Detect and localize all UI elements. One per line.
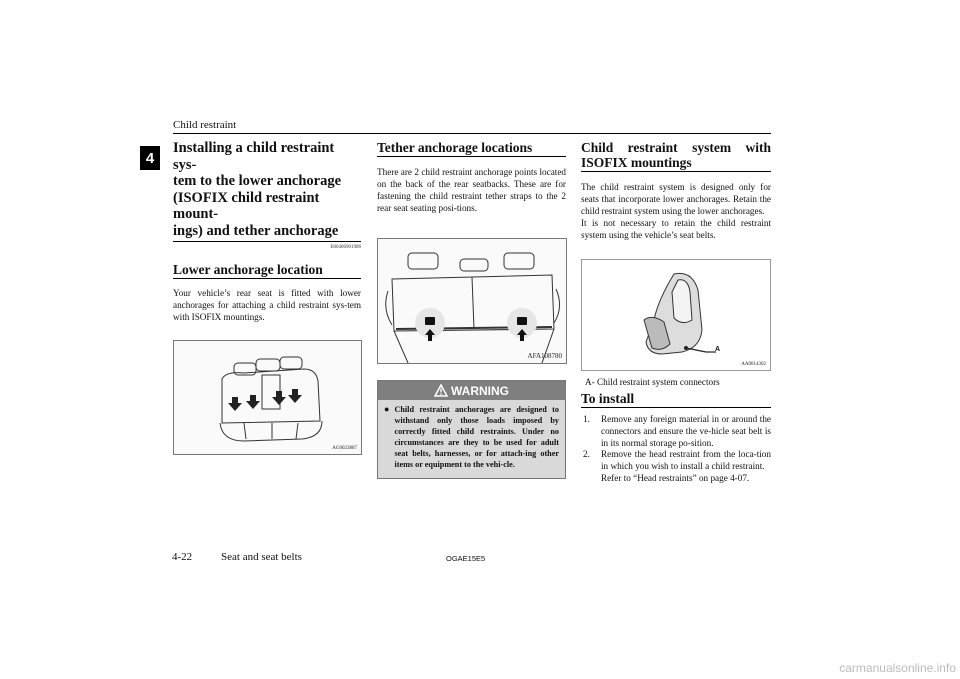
heading-tether-anchorage: Tether anchorage locations [377, 140, 566, 157]
header-rule [173, 133, 771, 134]
footer-code: OGAE15E5 [446, 554, 486, 563]
column-right [581, 140, 771, 485]
figure-callout: A [715, 346, 721, 353]
warning-body [378, 400, 565, 478]
bullet-icon: ● [384, 404, 390, 414]
chapter-tab: 4 [140, 146, 160, 170]
figure-tether-anchorages [377, 238, 567, 364]
title-line: ings) and tether anchorage [173, 222, 339, 239]
section-code: E00406901986 [330, 245, 361, 250]
list-item [581, 414, 771, 449]
step-number: 1. [583, 414, 590, 424]
list-item [581, 449, 771, 484]
figure-code: AA0014302 [741, 362, 766, 367]
figure-caption: A- Child restraint system connectors [585, 377, 720, 387]
warning-text: Child restraint anchorages are designed to withstand only those loads imposed by correctly fitted child restraints. Under no circumstances are they to be used for adult seat belts, harnesses, or for attach-ing other items or equipment to the vehi-cle. [394, 405, 559, 469]
figure-isofix-seat [581, 259, 771, 371]
column-left [173, 140, 361, 455]
figure-code: AFA108780 [527, 352, 562, 360]
step-text: Remove any foreign material in or around the connectors and ensure the ve-hicle seat belt is in its normal storage po-sition. [601, 414, 771, 448]
body-text: There are 2 child restraint anchorage points located on the back of the rear seatbacks. These are for fastening the child restraint tether straps to the 2 rear seat seating posi-tions. [377, 167, 566, 213]
footer-section: Seat and seat belts [221, 551, 302, 563]
warning-box [377, 380, 566, 479]
title-line: (ISOFIX child restraint mount- [173, 189, 320, 222]
step-text [601, 449, 771, 484]
page-number: 4-22 [172, 551, 193, 563]
cross-reference: Refer to “Head restraints” on page 4-07. [601, 472, 750, 483]
subheading-lower-anchorage: Lower anchorage location [173, 262, 361, 279]
section-title [173, 140, 361, 242]
step-text-main: Remove the head restraint from the loca-tion in which you wish to install a child restraint. [601, 449, 771, 472]
step-number: 2. [583, 449, 590, 460]
rear-seat-illustration [174, 341, 361, 454]
heading-line-2: ISOFIX mountings [581, 155, 771, 172]
warning-title: WARNING [451, 383, 509, 398]
subheading-to-install: To install [581, 391, 771, 408]
warning-header [378, 381, 565, 400]
watermark: carmanualsonline.info [839, 661, 956, 675]
body-text: It is not necessary to retain the child restraint system using the vehicle’s seat belts. [581, 218, 771, 240]
figure-rear-seat-anchorages [173, 340, 362, 455]
running-header: Child restraint [173, 119, 237, 131]
title-line: Installing a child restraint sys- [173, 140, 335, 173]
child-seat-illustration [582, 260, 770, 370]
body-text: Your vehicle’s rear seat is fitted with lower anchorages for attaching a child restraint sys-tem with ISOFIX mountings. [173, 288, 361, 322]
title-line: tem to the lower anchorage [173, 173, 342, 189]
figure-code: AG0023887 [332, 446, 357, 451]
body-text: The child restraint system is designed only for seats that incorporate lower anchorages. Retain the child restraint system using the lower anchorages. [581, 182, 771, 216]
seatback-illustration [378, 239, 566, 363]
heading-line-1: Child restraint system with [581, 140, 771, 155]
install-steps [581, 414, 771, 485]
warning-triangle-icon [434, 384, 448, 397]
column-middle [377, 140, 566, 479]
